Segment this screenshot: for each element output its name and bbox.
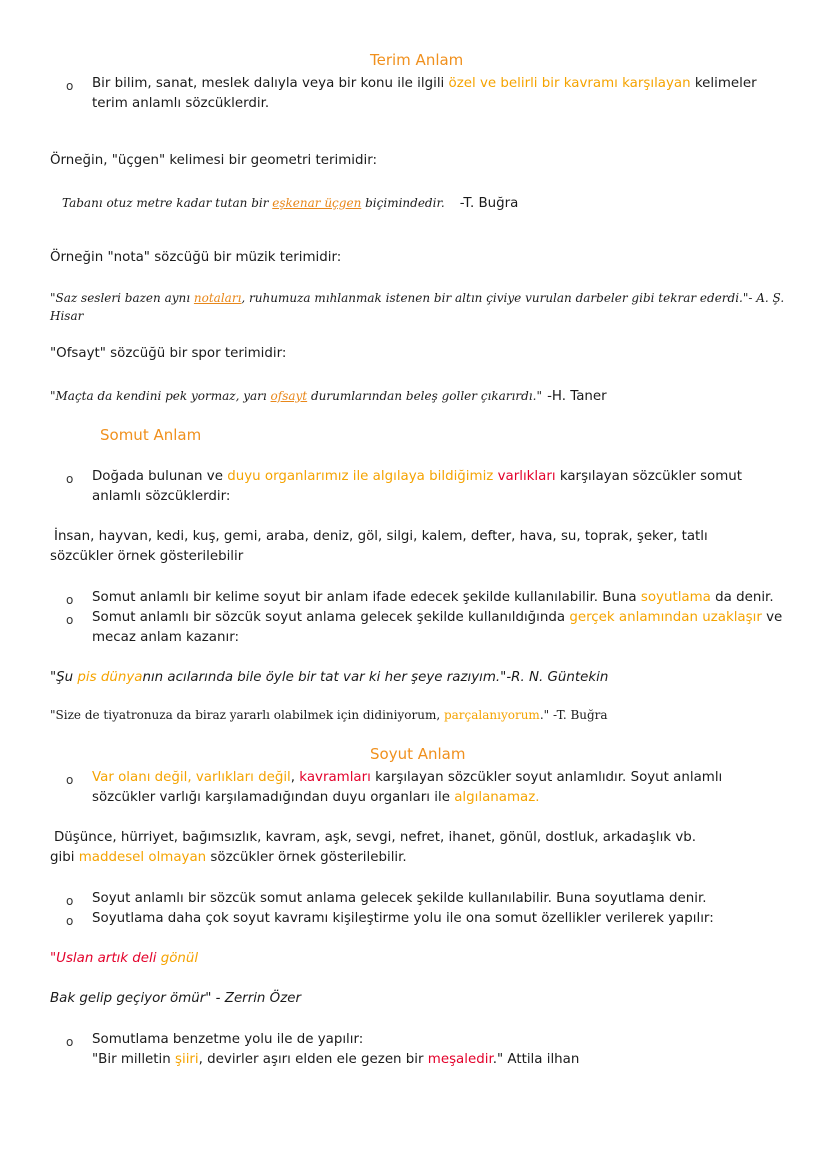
- poem-line-2: Bak gelip geçiyor ömür" - Zerrin Özer: [50, 991, 301, 1006]
- somut-examples: İnsan, hayvan, kedi, kuş, gemi, araba, deniz, göl, silgi, kalem, defter, hava, su, toprak, şeker, tatlı sözcükler örnek gösterilebilir: [50, 529, 708, 564]
- bullet-icon: o: [66, 773, 74, 787]
- somut-heading: Somut Anlam: [100, 426, 202, 444]
- bullet-icon: o: [66, 593, 74, 607]
- nota-intro: Örneğin "nota" sözcüğü bir müzik terimidir:: [50, 250, 342, 265]
- somut-bullet-2: Somut anlamlı bir sözcük soyut anlama gelecek şekilde kullanıldığında gerçek anlamından uzaklaşır ve mecaz anlam kazanır:: [92, 610, 783, 645]
- soyut-bullet-1: Soyut anlamlı bir sözcük somut anlama gelecek şekilde kullanılabilir. Buna soyutlama denir.: [92, 891, 707, 906]
- nota-example: "Saz sesleri bazen aynı notaları, ruhumuza mıhlanmak istenen bir altın çiviye vurulan darbeler gibi tekrar ederdi."- A. Ş. Hisar: [50, 291, 785, 323]
- bullet-icon: o: [66, 1035, 74, 1049]
- soyut-heading: Soyut Anlam: [370, 745, 466, 763]
- soyut-bullet-3: Somutlama benzetme yolu ile de yapılır: "Bir milletin şiiri, devirler aşırı elden ele gezen bir meşaledir." Attila ilhan: [92, 1032, 580, 1067]
- bullet-icon: o: [66, 613, 74, 627]
- terim-heading: Terim Anlam: [370, 51, 464, 69]
- soyut-examples: Düşünce, hürriyet, bağımsızlık, kavram, aşk, sevgi, nefret, ihanet, gönül, dostluk, arkadaşlık vb. gibi maddesel olmayan sözcükler örnek gösterilebilir.: [50, 830, 696, 865]
- bullet-icon: o: [66, 79, 74, 93]
- somut-quote-2: "Size de tiyatronuza da biraz yararlı olabilmek için didiniyorum, parçalanıyorum." -T. Buğra: [50, 708, 608, 722]
- soyut-bullet-2: Soyutlama daha çok soyut kavramı kişileştirme yolu ile ona somut özellikler verilerek yapılır:: [92, 911, 714, 926]
- soyut-definition: Var olanı değil, varlıkları değil, kavramları karşılayan sözcükler soyut anlamlıdır. Soyut anlamlı sözcükler varlığı karşılamadığından duyu organları ile algılanamaz.: [92, 770, 723, 805]
- ucgen-example: Tabanı otuz metre kadar tutan bir eşkenar üçgen biçimindedir. -T. Buğra: [62, 196, 519, 211]
- bullet-icon: o: [66, 472, 74, 486]
- somut-quote-1: "Şu pis dünyanın acılarında bile öyle bir tat var ki her şeye razıyım."-R. N. Güntekin: [50, 670, 609, 685]
- bullet-icon: o: [66, 894, 74, 908]
- ofsayt-intro: "Ofsayt" sözcüğü bir spor terimidir:: [50, 346, 287, 361]
- somut-definition: Doğada bulunan ve duyu organlarımız ile algılaya bildiğimiz varlıkları karşılayan sözcükler somut anlamlı sözcüklerdir:: [92, 469, 743, 504]
- somut-bullet-1: Somut anlamlı bir kelime soyut bir anlam ifade edecek şekilde kullanılabilir. Buna soyutlama da denir.: [92, 590, 774, 605]
- ofsayt-example: "Maçta da kendini pek yormaz, yarı ofsayt durumlarından beleş goller çıkarırdı." -H. Taner: [50, 389, 607, 404]
- poem-line-1: "Uslan artık deli gönül: [50, 951, 199, 966]
- ucgen-intro: Örneğin, "üçgen" kelimesi bir geometri terimidir:: [50, 153, 378, 168]
- bullet-icon: o: [66, 914, 74, 928]
- terim-definition: Bir bilim, sanat, meslek dalıyla veya bir konu ile ilgili özel ve belirli bir kavramı karşılayan kelimeler terim anlamlı sözcüklerdir.: [92, 76, 757, 111]
